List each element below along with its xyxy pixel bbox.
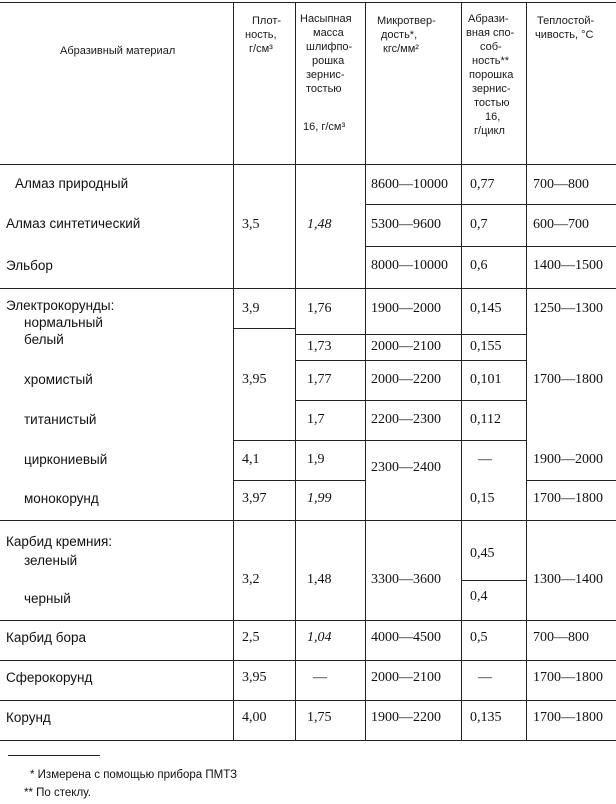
cell-hardness: 2000—2100 (371, 670, 441, 685)
cell-ability: 0,4 (470, 589, 488, 604)
row-sep-group-3 (0, 620, 616, 621)
cell-name: черный (24, 591, 71, 606)
cell-bulk: 1,77 (307, 372, 332, 387)
header-bottom-border (0, 164, 616, 165)
cell-heat: 1900—2000 (533, 452, 603, 467)
cell-ability: 0,155 (470, 339, 502, 354)
cell-hardness: 2000—2200 (371, 372, 441, 387)
row-sep-diamond-1 (365, 204, 616, 205)
cell-name: титанистый (24, 412, 97, 427)
cell-ability: — (478, 670, 492, 685)
cell-ability: 0,77 (470, 177, 495, 192)
cell-name: Карбид кремния: (6, 534, 113, 549)
footnote-rule (8, 755, 100, 756)
row-sep-electro-5 (233, 480, 365, 481)
row-sep-diamond-2 (365, 246, 616, 247)
cell-heat: 600—700 (533, 217, 589, 232)
cell-ability: 0,112 (470, 412, 501, 427)
cell-name: Корунд (6, 710, 51, 725)
cell-bulk: 1,75 (307, 710, 332, 725)
col-border-3 (365, 2, 366, 740)
cell-density: 3,95 (242, 372, 267, 387)
cell-bulk: 1,9 (307, 452, 325, 467)
cell-name: Электрокорунды: (6, 298, 115, 313)
cell-heat: 1300—1400 (533, 572, 603, 587)
cell-name: хромистый (24, 372, 93, 387)
cell-heat: 1700—1800 (533, 670, 603, 685)
header-material: Абразивный материал (60, 45, 176, 57)
cell-name: Эльбор (6, 258, 53, 273)
cell-bulk: — (313, 670, 327, 685)
cell-density: 3,9 (242, 301, 260, 316)
cell-heat: 700—800 (533, 630, 589, 645)
cell-ability: — (478, 452, 492, 467)
cell-hardness: 8600—10000 (371, 177, 448, 192)
col-border-4 (461, 2, 462, 740)
cell-bulk: 1,76 (307, 301, 332, 316)
row-sep-electro-2 (295, 360, 526, 361)
cell-density: 4,00 (242, 710, 267, 725)
cell-heat: 1700—1800 (533, 710, 603, 725)
row-sep-sic (461, 580, 526, 581)
cell-name: Карбид бора (6, 630, 87, 645)
cell-ability: 0,6 (470, 258, 488, 273)
cell-heat: 1250—1300 (533, 301, 603, 316)
cell-ability: 0,15 (470, 491, 495, 506)
col-border-2 (295, 2, 296, 740)
row-sep-electro-4 (233, 440, 526, 441)
cell-density: 2,5 (242, 630, 260, 645)
table-top-border (0, 2, 616, 3)
cell-name: белый (24, 332, 64, 347)
footnote-2: ** По стеклу. (24, 787, 91, 799)
cell-heat: 1700—1800 (533, 372, 603, 387)
cell-density: 3,95 (242, 670, 267, 685)
row-sep-electro-1b (295, 334, 526, 335)
cell-heat: 1700—1800 (533, 491, 603, 506)
cell-hardness: 4000—4500 (371, 630, 441, 645)
col-border-1 (233, 2, 234, 740)
row-sep-group-1 (0, 288, 616, 289)
row-sep-electro-3 (295, 400, 526, 401)
footnote-1: * Измерена с помощью прибора ПМТЗ (30, 769, 238, 781)
table-bottom-border (0, 740, 616, 741)
cell-density: 4,1 (242, 452, 260, 467)
cell-name: Алмаз природный (15, 176, 129, 191)
cell-bulk: 1,7 (307, 412, 325, 427)
cell-density: 3,97 (242, 491, 267, 506)
cell-ability: 0,5 (470, 630, 488, 645)
cell-hardness: 2300—2400 (371, 460, 441, 475)
cell-bulk: 1,99 (307, 491, 332, 506)
cell-hardness: 3300—3600 (371, 572, 441, 587)
cell-hardness: 5300—9600 (371, 217, 441, 232)
cell-ability: 0,45 (470, 546, 495, 561)
cell-hardness: 2200—2300 (371, 412, 441, 427)
row-sep-group-5 (0, 700, 616, 701)
cell-hardness: 1900—2200 (371, 710, 441, 725)
col-border-5 (526, 2, 527, 740)
row-sep-group-2 (0, 520, 616, 521)
cell-name: циркониевый (24, 452, 108, 467)
cell-ability: 0,7 (470, 217, 488, 232)
cell-bulk: 1,48 (307, 572, 332, 587)
cell-bulk: 1,73 (307, 339, 332, 354)
cell-name-sub: зеленый (24, 553, 78, 568)
cell-ability: 0,145 (470, 301, 502, 316)
cell-name: Сферокорунд (6, 670, 93, 685)
cell-name: монокорунд (24, 491, 99, 506)
cell-density: 3,5 (242, 217, 260, 232)
cell-name: Алмаз синтетический (6, 216, 141, 231)
cell-ability: 0,101 (470, 372, 502, 387)
cell-name-sub: нормальный (24, 315, 103, 330)
cell-heat: 700—800 (533, 177, 589, 192)
row-sep-electro-5b (526, 480, 616, 481)
row-sep-electro-1 (233, 328, 295, 329)
cell-hardness: 2000—2100 (371, 339, 441, 354)
cell-heat: 1400—1500 (533, 258, 603, 273)
cell-bulk: 1,48 (307, 217, 332, 232)
cell-ability: 0,135 (470, 710, 502, 725)
cell-bulk: 1,04 (307, 630, 332, 645)
cell-hardness: 8000—10000 (371, 258, 448, 273)
row-sep-group-4 (0, 660, 616, 661)
cell-density: 3,2 (242, 572, 260, 587)
cell-hardness: 1900—2000 (371, 301, 441, 316)
